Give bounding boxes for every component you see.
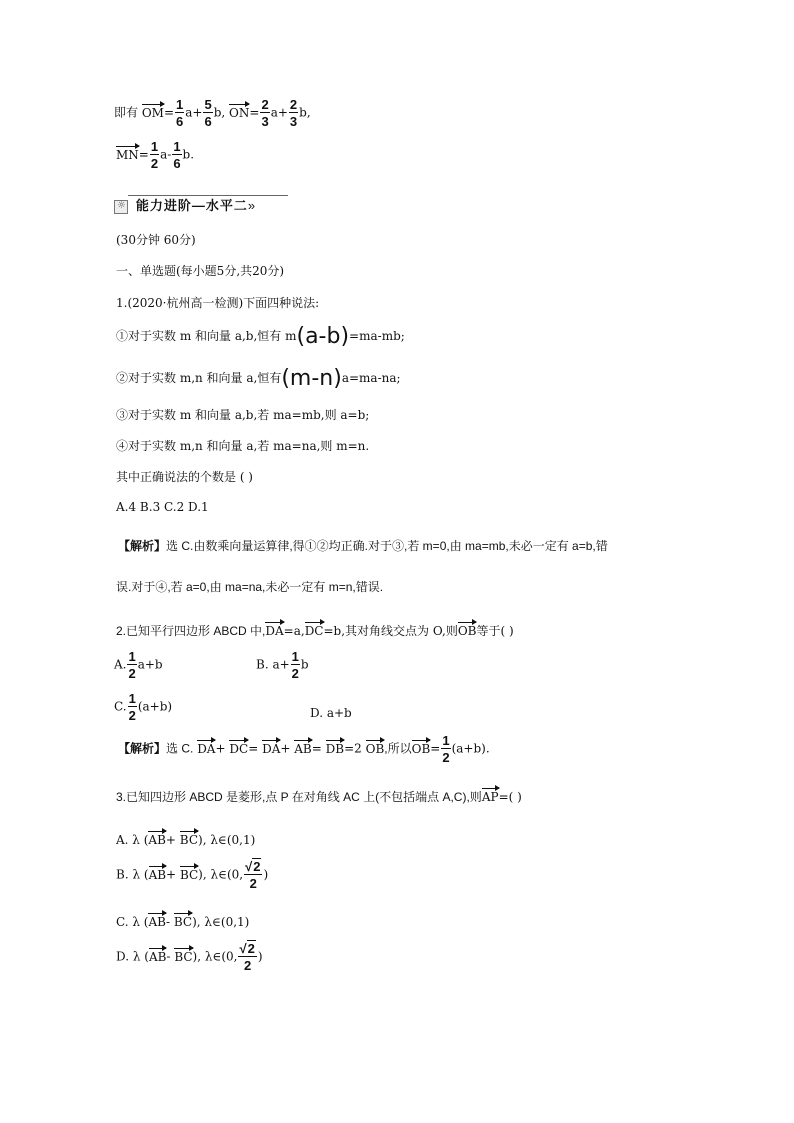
q1-analysis-line-2: 误.对于④,若 a=0,由 ma=na,未必一定有 m=n,错误. bbox=[116, 580, 384, 594]
q3-option-a: A. λ (AB+ BC), λ∈(0,1) bbox=[116, 833, 256, 847]
q3-option-c: C. λ (AB- BC), λ∈(0,1) bbox=[116, 915, 250, 929]
q1-statement-3: ③对于实数 m 和向量 a,b,若 ma=mb,则 a=b; bbox=[116, 408, 370, 422]
fraction: $\frac{2}{3}$ bbox=[261, 97, 269, 129]
equals: = bbox=[249, 105, 260, 120]
fraction: $\frac{5}{6}$ bbox=[204, 97, 212, 129]
term: b. bbox=[182, 147, 195, 162]
q2-option-a: A. $\frac{1}{2}$ a+b bbox=[114, 649, 163, 681]
part-title: 一、单选题(每小题5分,共20分) bbox=[116, 264, 285, 278]
term: a- bbox=[160, 147, 172, 162]
q1-statement-4: ④对于实数 m,n 和向量 a,若 ma=na,则 m=n. bbox=[116, 439, 370, 453]
section-header bbox=[114, 195, 255, 214]
q2-analysis: 【解析】选 C. DA+ DC= DA+ AB= DB=2 OB,所以OB= $\frac{1}{2}$ (a+b). bbox=[118, 733, 490, 765]
prefix-text: 即有 bbox=[114, 105, 139, 120]
q3-option-d: D. λ (AB- BC), λ∈(0, $\frac{√2}{2}$ ) bbox=[116, 941, 263, 973]
q1-options: A.4 B.3 C.2 D.1 bbox=[116, 500, 209, 514]
q3-stem: 3.已知四边形 ABCD 是菱形,点 P 在对角线 AC 上(不包括端点 A,C),则AP=( ) bbox=[116, 790, 522, 804]
lightbulb-icon: ☼ bbox=[114, 200, 128, 214]
vector-om: OM bbox=[141, 105, 164, 120]
section-title: 能力进阶—水平二 bbox=[135, 198, 248, 213]
equals: = bbox=[138, 147, 149, 162]
q2-stem: 2.已知平行四边形 ABCD 中,DA=a,DC=b,其对角线交点为 O,则OB等于( ) bbox=[116, 624, 514, 638]
vector-dc: DC bbox=[304, 624, 324, 638]
formula-line-2 bbox=[116, 140, 194, 170]
q1-stem: 1.(2020·杭州高一检测)下面四种说法: bbox=[116, 296, 320, 310]
vector-ap: AP bbox=[481, 790, 499, 804]
analysis-tag: 【解析】 bbox=[118, 539, 167, 553]
q2-option-c: C. $\frac{1}{2}$ (a+b) bbox=[114, 691, 173, 723]
fraction: $\frac{1}{2}$ bbox=[150, 139, 159, 171]
q1-ask: 其中正确说法的个数是 ( ) bbox=[116, 470, 253, 484]
equals: = bbox=[163, 105, 175, 120]
analysis-tag: 【解析】 bbox=[118, 741, 167, 756]
fraction: $\frac{1}{6}$ bbox=[176, 97, 184, 129]
q3-option-b: B. λ (AB+ BC), λ∈(0, $\frac{√2}{2}$ ) bbox=[116, 859, 269, 891]
fraction: $\frac{2}{3}$ bbox=[289, 97, 298, 129]
q2-option-d: D. a+b bbox=[310, 706, 352, 720]
expr-a-minus-b: (a-b) bbox=[296, 324, 350, 349]
expr-m-minus-n: (m-n) bbox=[281, 366, 342, 391]
term: a+ bbox=[270, 105, 288, 120]
term: b, bbox=[213, 105, 226, 120]
fraction: $\frac{1}{6}$ bbox=[173, 139, 181, 171]
time-score: (30分钟 60分) bbox=[116, 233, 196, 247]
q2-option-b: B. a+ $\frac{1}{2}$ b bbox=[256, 649, 309, 681]
vector-on: ON bbox=[229, 105, 250, 120]
q1-statement-2: ②对于实数 m,n 和向量 a,恒有(m-n)a=ma-na; bbox=[116, 366, 401, 391]
vector-da: DA bbox=[265, 624, 284, 638]
q1-statement-1: ①对于实数 m 和向量 a,b,恒有 m(a-b)=ma-mb; bbox=[116, 324, 405, 349]
vector-ob: OB bbox=[457, 624, 477, 638]
term: a+ bbox=[185, 105, 203, 120]
term: b, bbox=[299, 105, 311, 120]
section-arrow: » bbox=[247, 198, 256, 213]
vector-mn: MN bbox=[116, 147, 139, 162]
q1-analysis-line-1: 【解析】选 C.由数乘向量运算律,得①②均正确.对于③,若 m=0,由 ma=mb,未必一定有 a=b,错 bbox=[118, 539, 608, 553]
formula-line-1 bbox=[114, 98, 311, 128]
section-underline bbox=[128, 195, 288, 196]
